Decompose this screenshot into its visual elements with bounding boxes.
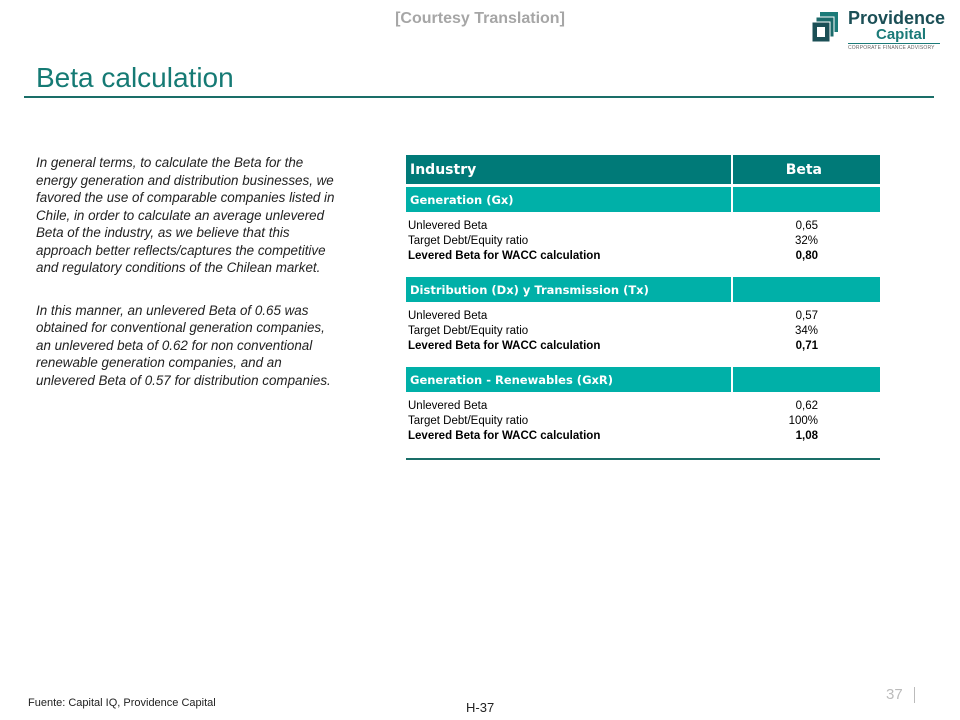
page-number-divider — [914, 687, 915, 703]
section-rows — [406, 302, 880, 364]
row-label: Unlevered Beta — [408, 310, 488, 322]
row-label: Levered Beta for WACC calculation — [408, 250, 601, 262]
section-title: Generation (Gx) — [410, 192, 514, 207]
table-row — [406, 309, 880, 324]
table-row — [406, 399, 880, 414]
section-rows — [406, 392, 880, 454]
row-value: 0,80 — [795, 250, 818, 262]
logo-text-line1: Providence — [848, 8, 946, 28]
title-divider — [24, 96, 934, 98]
table-row — [406, 414, 880, 429]
row-label: Target Debt/Equity ratio — [408, 235, 529, 247]
logo-mark-icon — [812, 12, 838, 42]
section-beta-cell — [731, 367, 880, 392]
row-value: 100% — [788, 415, 818, 427]
section-header — [406, 367, 880, 392]
section-beta-cell — [731, 277, 880, 302]
table-row — [406, 234, 880, 249]
logo-text-line2: Capital — [876, 26, 927, 43]
logo-divider — [848, 43, 940, 44]
paragraph: In general terms, to calculate the Beta for the energy generation and distribution businesses, we favored the use of comparable companies listed in Chile, in order to calculate an average unlevered Beta of the industry, as we believe that this approach better reflects/captures the competitive and regulatory conditions of the Chilean market. — [36, 155, 335, 275]
section-rows — [406, 212, 880, 274]
row-value: 0,57 — [795, 310, 818, 322]
description — [36, 154, 336, 414]
table-row — [406, 219, 880, 234]
row-value: 1,08 — [795, 430, 818, 442]
header-beta: Beta — [731, 155, 880, 184]
table-row — [406, 249, 880, 264]
row-label: Levered Beta for WACC calculation — [408, 340, 601, 352]
section-header — [406, 187, 880, 212]
header-industry: Industry — [410, 161, 477, 178]
row-label: Levered Beta for WACC calculation — [408, 430, 601, 442]
providence-capital-logo — [810, 8, 946, 51]
row-label: Target Debt/Equity ratio — [408, 325, 529, 337]
page-title: Beta calculation — [36, 62, 234, 93]
section-title: Distribution (Dx) y Transmission (Tx) — [410, 282, 649, 297]
row-value: 0,71 — [795, 340, 818, 352]
table-header — [406, 155, 880, 184]
courtesy-label: [Courtesy Translation] — [395, 10, 565, 27]
logo-tagline: CORPORATE FINANCE ADVISORY — [848, 45, 935, 51]
row-label: Unlevered Beta — [408, 220, 488, 232]
row-value: 34% — [794, 325, 818, 337]
row-value: 32% — [794, 235, 818, 247]
section-beta-cell — [731, 187, 880, 212]
row-value: 0,65 — [795, 220, 818, 232]
section-title: Generation - Renewables (GxR) — [410, 372, 614, 387]
page-number: 37 — [886, 686, 903, 703]
table-row — [406, 339, 880, 354]
paragraph: In this manner, an unlevered Beta of 0.65 was obtained for conventional generation companies, an unlevered beta of 0.62 for non conventional renewable generation companies, and an unlevered Beta of 0.57 for distribution companies. — [36, 302, 331, 388]
beta-table — [406, 155, 880, 460]
table-bottom-rule — [406, 458, 880, 460]
section-header — [406, 277, 880, 302]
row-label: Unlevered Beta — [408, 400, 488, 412]
table-row — [406, 324, 880, 339]
document-code: H-37 — [466, 700, 495, 715]
table-row — [406, 429, 880, 444]
row-label: Target Debt/Equity ratio — [408, 415, 529, 427]
source-note: Fuente: Capital IQ, Providence Capital — [28, 697, 216, 709]
row-value: 0,62 — [795, 400, 818, 412]
